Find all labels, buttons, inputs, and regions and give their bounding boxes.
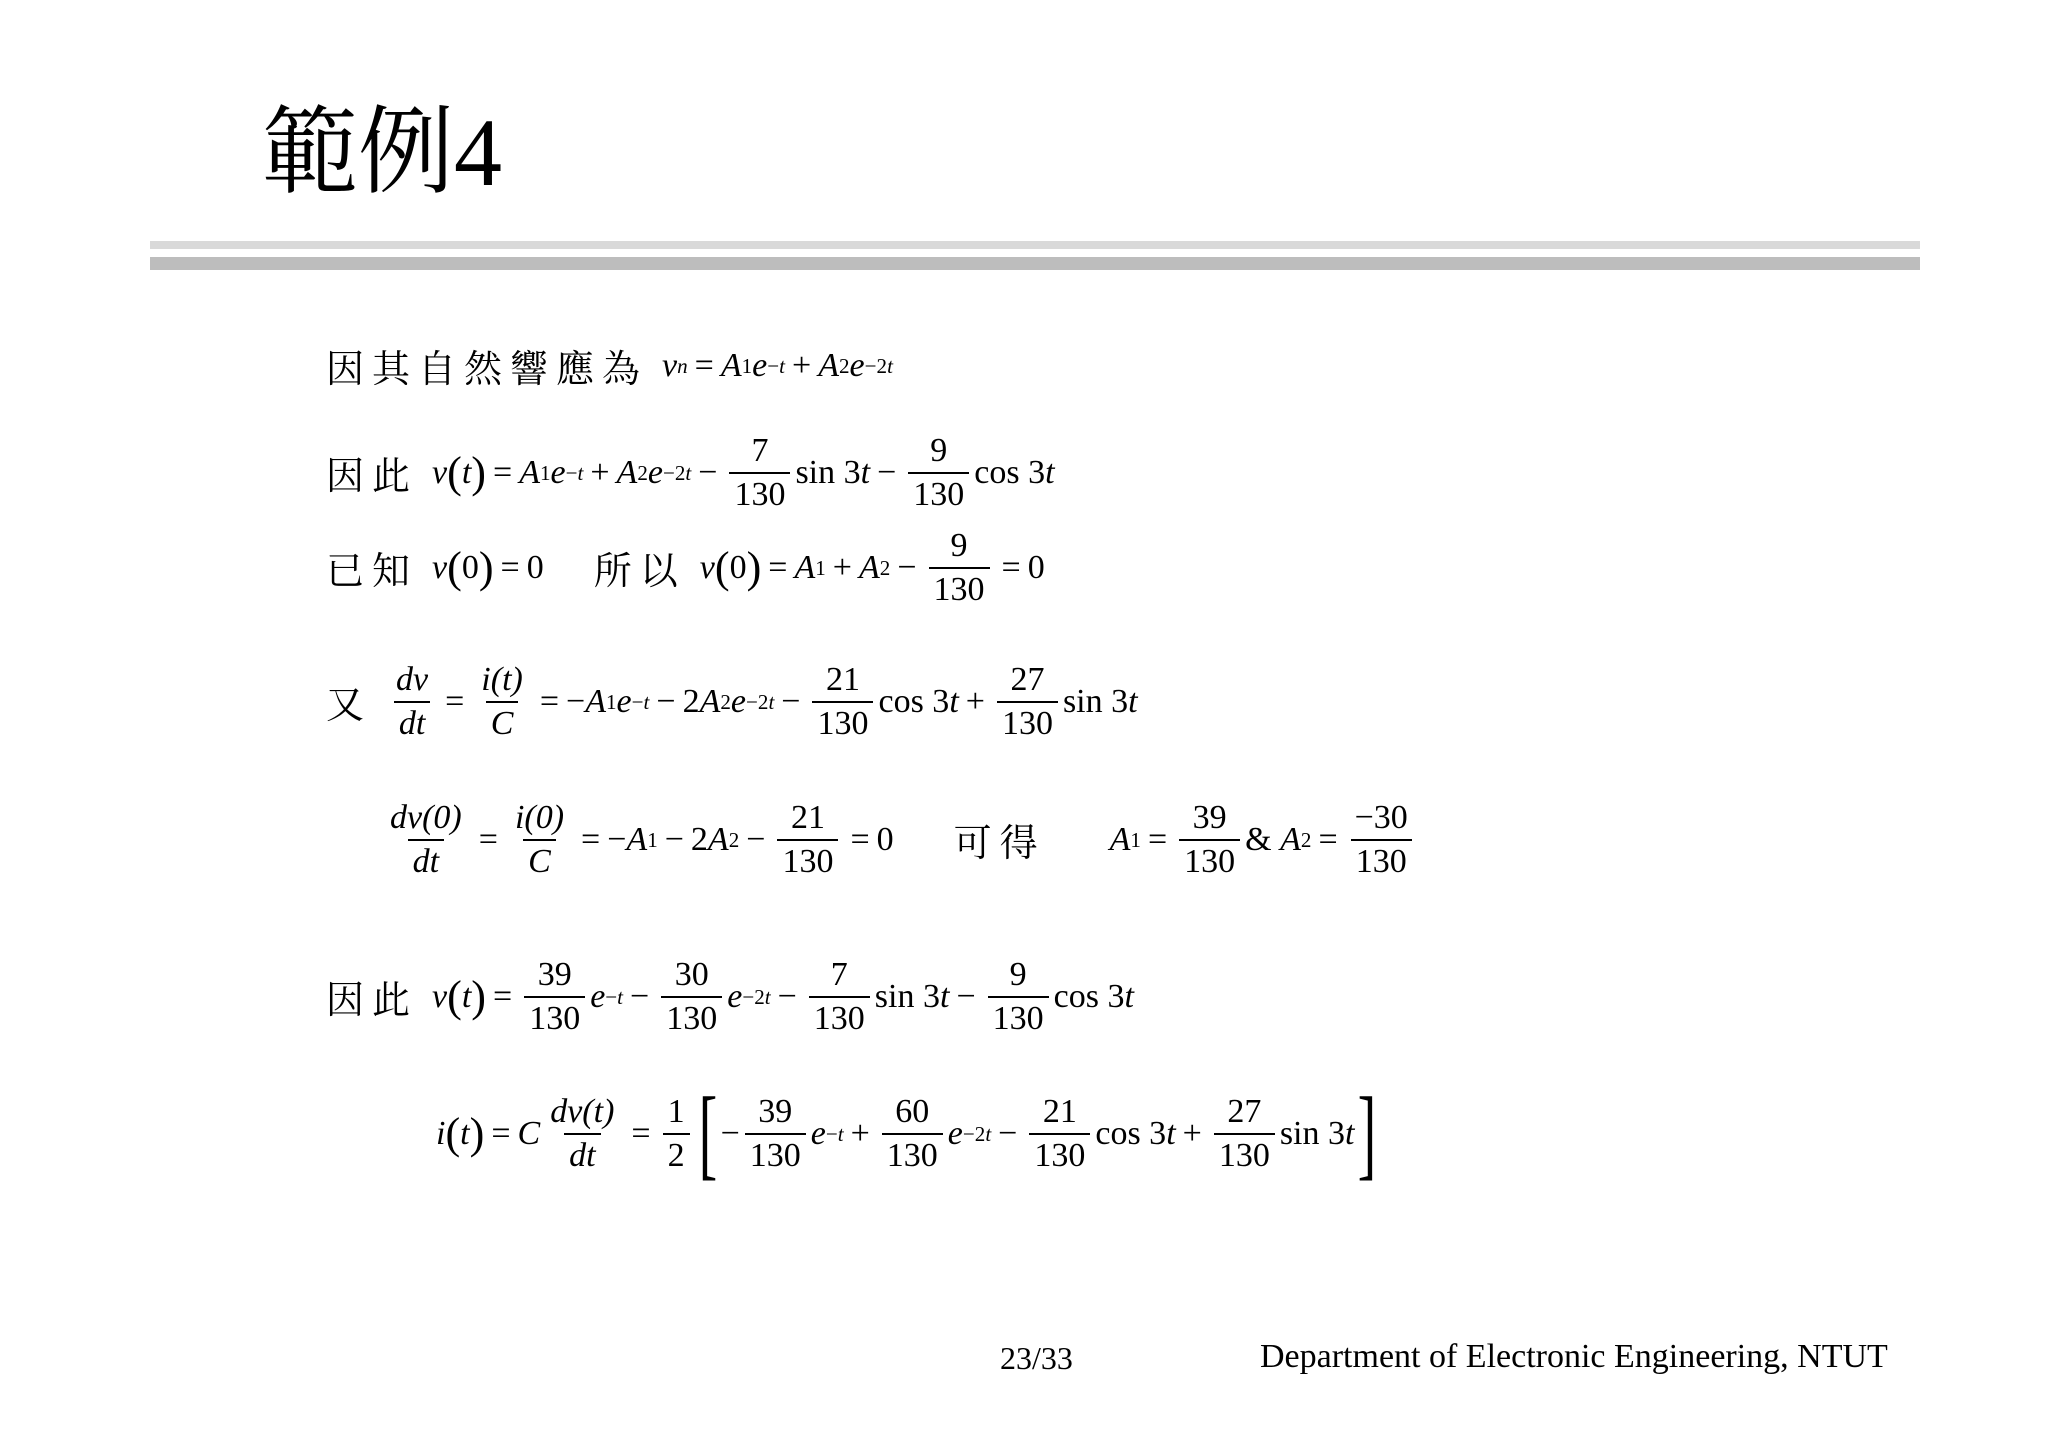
frac-9-130: $\frac{9}{130}$ <box>929 528 990 607</box>
math-vn: v n = A 1 e −t + A 2 e −2t <box>662 346 893 384</box>
frac-7-130: $\frac{7}{130}$ <box>809 957 870 1036</box>
math-vt-final: v ( t ) = $\frac{39}{130}$ e −t − $\frac{30}{130}$ e −2t − $\frac{7}{130}$ sin 3 t − $\frac{9}{130}$ cos 3 t <box>432 956 1134 1037</box>
eq-vt-final <box>326 957 1134 1036</box>
math-it-final: i ( t ) = C $\frac{dv(t)}{dt}$ = $\frac{1}{2}$ [ − $\frac{39}{130}$ e −t + $\frac{60}{130}$ e −2t − $\frac{21}{130}$ cos 3 t + $\frac{27}{130}$ sin 3 t ] <box>436 1077 1377 1190</box>
eq-vt-general <box>326 433 1055 512</box>
frac-1-2: $\frac{1}{2}$ <box>663 1094 690 1173</box>
frac-neg30-130: $\frac{-30}{130}$ <box>1350 800 1413 879</box>
department-footer: Department of Electronic Engineering, NTUT <box>1260 1338 1888 1375</box>
frac-27-130: $\frac{27}{130}$ <box>997 662 1058 741</box>
frac-30-130: $\frac{30}{130}$ <box>661 957 722 1036</box>
math-dv0dt: $\frac{dv(0)}{dt}$ = $\frac{i(0)}{C}$ = − A 1 − 2 A 2 − $\frac{21}{130}$ = 0 <box>380 800 894 879</box>
label-known: 已知 <box>326 551 419 594</box>
frac-21-130: $\frac{21}{130}$ <box>777 800 838 879</box>
title-divider-thin <box>150 241 1920 249</box>
frac-27-130: $\frac{27}{130}$ <box>1214 1094 1275 1173</box>
math-vt-general: v ( t ) = A 1 e −t + A 2 e −2t − $\frac{7}{130}$ sin 3 t − $\frac{9}{130}$ cos 3 t <box>432 432 1055 513</box>
eq-initial-condition <box>326 528 1045 607</box>
frac-dv0-dt: $\frac{dv(0)}{dt}$ <box>390 799 462 880</box>
slide-title: 範例4 <box>262 99 502 206</box>
frac-it-C: $\frac{i(t)}{C}$ <box>481 661 523 742</box>
frac-39-130: $\frac{39}{130}$ <box>524 957 585 1036</box>
label-so: 所以 <box>593 551 686 594</box>
frac-7-130: $\frac{7}{130}$ <box>729 433 790 512</box>
label-also: 又 <box>326 685 373 728</box>
eq-it-final <box>436 1077 1380 1190</box>
label-obtain: 可得 <box>953 823 1046 866</box>
eq-natural-response <box>326 338 893 393</box>
frac-dv-dt: $\frac{dv}{dt}$ <box>391 662 433 741</box>
frac-39-130: $\frac{39}{130}$ <box>1179 800 1240 879</box>
page-number: 23/33 <box>1000 1340 1073 1376</box>
math-v0-sum: v ( 0 ) = A 1 + A 2 − $\frac{9}{130}$ = 0 <box>699 527 1045 608</box>
frac-60-130: $\frac{60}{130}$ <box>882 1094 943 1173</box>
label-therefore-2: 因此 <box>326 980 419 1023</box>
title-divider-thick <box>150 257 1920 270</box>
math-v0: v ( 0 ) = 0 <box>432 542 544 592</box>
frac-i0-C: $\frac{i(0)}{C}$ <box>514 799 565 880</box>
frac-9-130: $\frac{9}{130}$ <box>988 957 1049 1036</box>
math-A1-A2: A 1 = $\frac{39}{130}$ & A 2 = $\frac{-30}{130}$ <box>1110 800 1418 879</box>
frac-39-130: $\frac{39}{130}$ <box>745 1094 806 1173</box>
math-dvdt: $\frac{dv}{dt}$ = $\frac{i(t)}{C}$ = − A 1 e −t − 2 A 2 e −2t − $\frac{21}{130}$ cos 3 t + $\frac{27}{130}$ sin 3 t <box>386 662 1138 741</box>
label-therefore: 因此 <box>326 456 419 499</box>
frac-21-130: $\frac{21}{130}$ <box>812 662 873 741</box>
eq-derivative <box>326 662 1138 741</box>
frac-dvt-dt: $\frac{dv(t)}{dt}$ <box>550 1093 615 1174</box>
frac-21-130: $\frac{21}{130}$ <box>1029 1094 1090 1173</box>
eq-derivative-at-zero <box>380 800 1418 879</box>
frac-9-130: $\frac{9}{130}$ <box>908 433 969 512</box>
label-natural-response: 因其自然響應為 <box>326 349 649 391</box>
